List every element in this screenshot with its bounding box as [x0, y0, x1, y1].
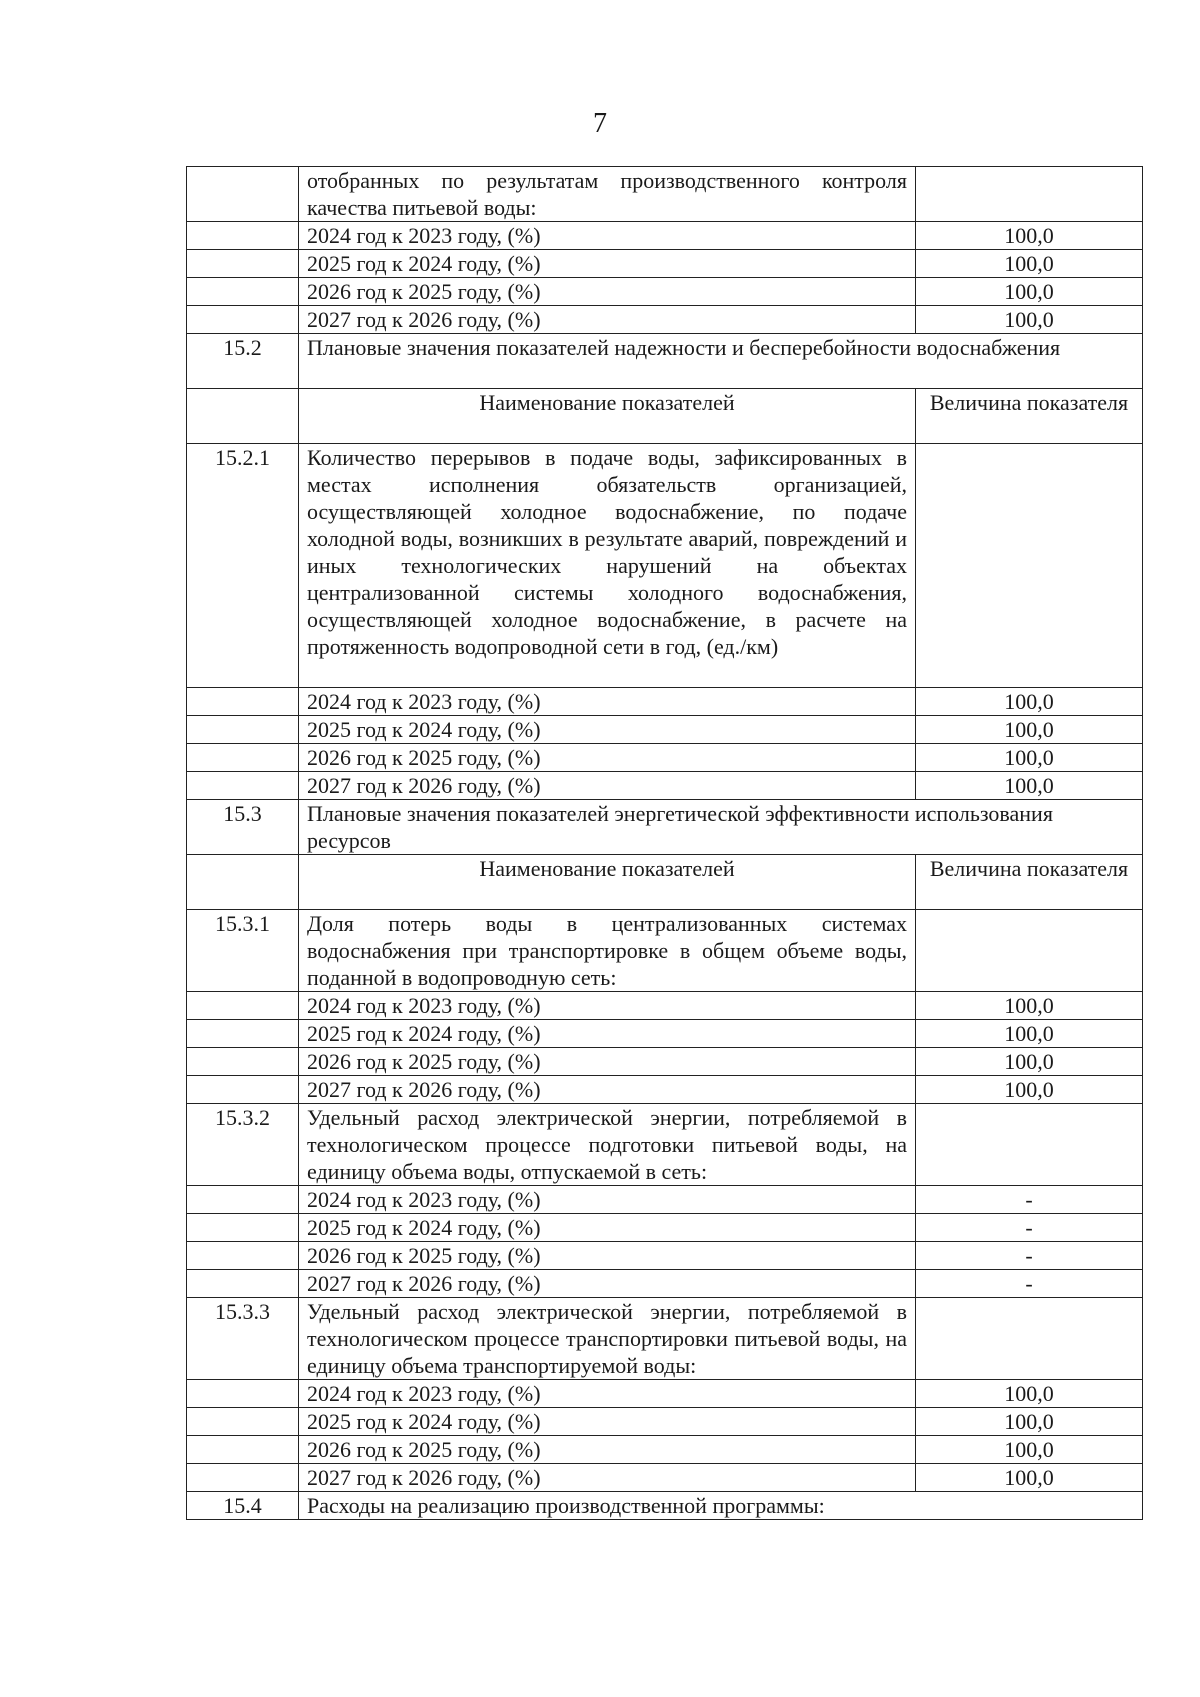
indicator-text: Количество перерывов в подаче воды, зафиксированных в местах исполнения обязательств организацией, осуществляющей холодное водоснабжение, по подаче холодной воды, возникших в результате аварий, повреждений и иных технологических нарушений на объектах централизованной системы холодного водоснабжения, осуществляющей холодное водоснабжение, в расчете на протяженность водопроводной сети в год, (ед./км): [299, 444, 916, 688]
section-number: 15.4: [187, 1492, 299, 1520]
year-label: 2026 год к 2025 году, (%): [299, 744, 916, 772]
table-row: [187, 1186, 1143, 1214]
year-value: 100,0: [916, 744, 1143, 772]
indicator-text: Доля потерь воды в централизованных системах водоснабжения при транспортировке в общем объеме воды, поданной в водопроводную сеть:: [299, 910, 916, 992]
section-row-15-3: [187, 800, 1143, 855]
section-row-15-2: [187, 334, 1143, 389]
year-value: 100,0: [916, 1464, 1143, 1492]
table-row: [187, 772, 1143, 800]
year-label: 2025 год к 2024 году, (%): [299, 1020, 916, 1048]
indicator-number: 15.3.1: [187, 910, 299, 992]
year-label: 2025 год к 2024 году, (%): [299, 716, 916, 744]
year-value: -: [916, 1214, 1143, 1242]
section-title: Расходы на реализацию производственной программы:: [299, 1492, 1143, 1520]
year-value: -: [916, 1242, 1143, 1270]
year-label: 2026 год к 2025 году, (%): [299, 1242, 916, 1270]
table-row: [187, 1242, 1143, 1270]
table-row: [187, 1270, 1143, 1298]
year-label: 2024 год к 2023 году, (%): [299, 1186, 916, 1214]
year-label: 2027 год к 2026 году, (%): [299, 1464, 916, 1492]
year-value: 100,0: [916, 1048, 1143, 1076]
indicator-number: 15.3.2: [187, 1104, 299, 1186]
page-number: 7: [593, 108, 607, 139]
table-row: [187, 1408, 1143, 1436]
table-row: [187, 1436, 1143, 1464]
year-value: 100,0: [916, 1076, 1143, 1104]
indicator-text: Удельный расход электрической энергии, потребляемой в технологическом процессе подготовки питьевой воды, на единицу объема воды, отпускаемой в сеть:: [299, 1104, 916, 1186]
indicator-row-15-3-3: [187, 1298, 1143, 1380]
table-row: [187, 716, 1143, 744]
header-name: Наименование показателей: [299, 389, 916, 444]
table-row: [187, 1048, 1143, 1076]
header-value: Величина показателя: [916, 855, 1143, 910]
year-value: 100,0: [916, 772, 1143, 800]
year-value: 100,0: [916, 1020, 1143, 1048]
table-row: [187, 744, 1143, 772]
section-number: 15.3: [187, 800, 299, 855]
indicator-row-15-3-2: [187, 1104, 1143, 1186]
table-row: [187, 1020, 1143, 1048]
year-label: 2026 год к 2025 году, (%): [299, 1436, 916, 1464]
table-row: [187, 992, 1143, 1020]
year-value: 100,0: [916, 1408, 1143, 1436]
indicator-text: Удельный расход электрической энергии, потребляемой в технологическом процессе транспортировки питьевой воды, на единицу объема транспортируемой воды:: [299, 1298, 916, 1380]
header-row: [187, 855, 1143, 910]
table-row: [187, 1464, 1143, 1492]
table-row: [187, 1380, 1143, 1408]
year-label: 2026 год к 2025 году, (%): [299, 278, 916, 306]
table-row: [187, 1214, 1143, 1242]
year-label: 2024 год к 2023 году, (%): [299, 222, 916, 250]
value-cell: [916, 167, 1143, 222]
indicator-number: 15.3.3: [187, 1298, 299, 1380]
continuation-text: отобранных по результатам производственного контроля качества питьевой воды:: [299, 167, 916, 222]
year-label: 2025 год к 2024 году, (%): [299, 1214, 916, 1242]
section-row-15-4: [187, 1492, 1143, 1520]
year-label: 2026 год к 2025 году, (%): [299, 1048, 916, 1076]
year-label: 2025 год к 2024 году, (%): [299, 1408, 916, 1436]
table-row: [187, 688, 1143, 716]
indicator-row-15-3-1: [187, 910, 1143, 992]
table-row: [187, 250, 1143, 278]
indicators-table: [186, 166, 1143, 1520]
table-row: [187, 222, 1143, 250]
year-value: -: [916, 1270, 1143, 1298]
year-value: 100,0: [916, 306, 1143, 334]
year-value: 100,0: [916, 1380, 1143, 1408]
number-cell: [187, 167, 299, 222]
table-row-continuation: [187, 167, 1143, 222]
year-value: 100,0: [916, 716, 1143, 744]
header-value: Величина показателя: [916, 389, 1143, 444]
year-label: 2027 год к 2026 году, (%): [299, 1270, 916, 1298]
indicator-number: 15.2.1: [187, 444, 299, 688]
year-value: 100,0: [916, 688, 1143, 716]
year-label: 2027 год к 2026 году, (%): [299, 306, 916, 334]
year-value: -: [916, 1186, 1143, 1214]
section-title: Плановые значения показателей энергетической эффективности использования ресурсов: [299, 800, 1143, 855]
year-value: 100,0: [916, 1436, 1143, 1464]
table-row: [187, 278, 1143, 306]
header-name: Наименование показателей: [299, 855, 916, 910]
year-label: 2024 год к 2023 году, (%): [299, 1380, 916, 1408]
year-value: 100,0: [916, 250, 1143, 278]
section-number: 15.2: [187, 334, 299, 389]
year-label: 2027 год к 2026 году, (%): [299, 772, 916, 800]
year-label: 2025 год к 2024 году, (%): [299, 250, 916, 278]
year-label: 2024 год к 2023 году, (%): [299, 992, 916, 1020]
indicator-row-15-2-1: [187, 444, 1143, 688]
year-label: 2024 год к 2023 году, (%): [299, 688, 916, 716]
table-row: [187, 1076, 1143, 1104]
header-row: [187, 389, 1143, 444]
section-title: Плановые значения показателей надежности и бесперебойности водоснабжения: [299, 334, 1143, 389]
year-value: 100,0: [916, 222, 1143, 250]
year-value: 100,0: [916, 992, 1143, 1020]
year-value: 100,0: [916, 278, 1143, 306]
table-row: [187, 306, 1143, 334]
year-label: 2027 год к 2026 году, (%): [299, 1076, 916, 1104]
